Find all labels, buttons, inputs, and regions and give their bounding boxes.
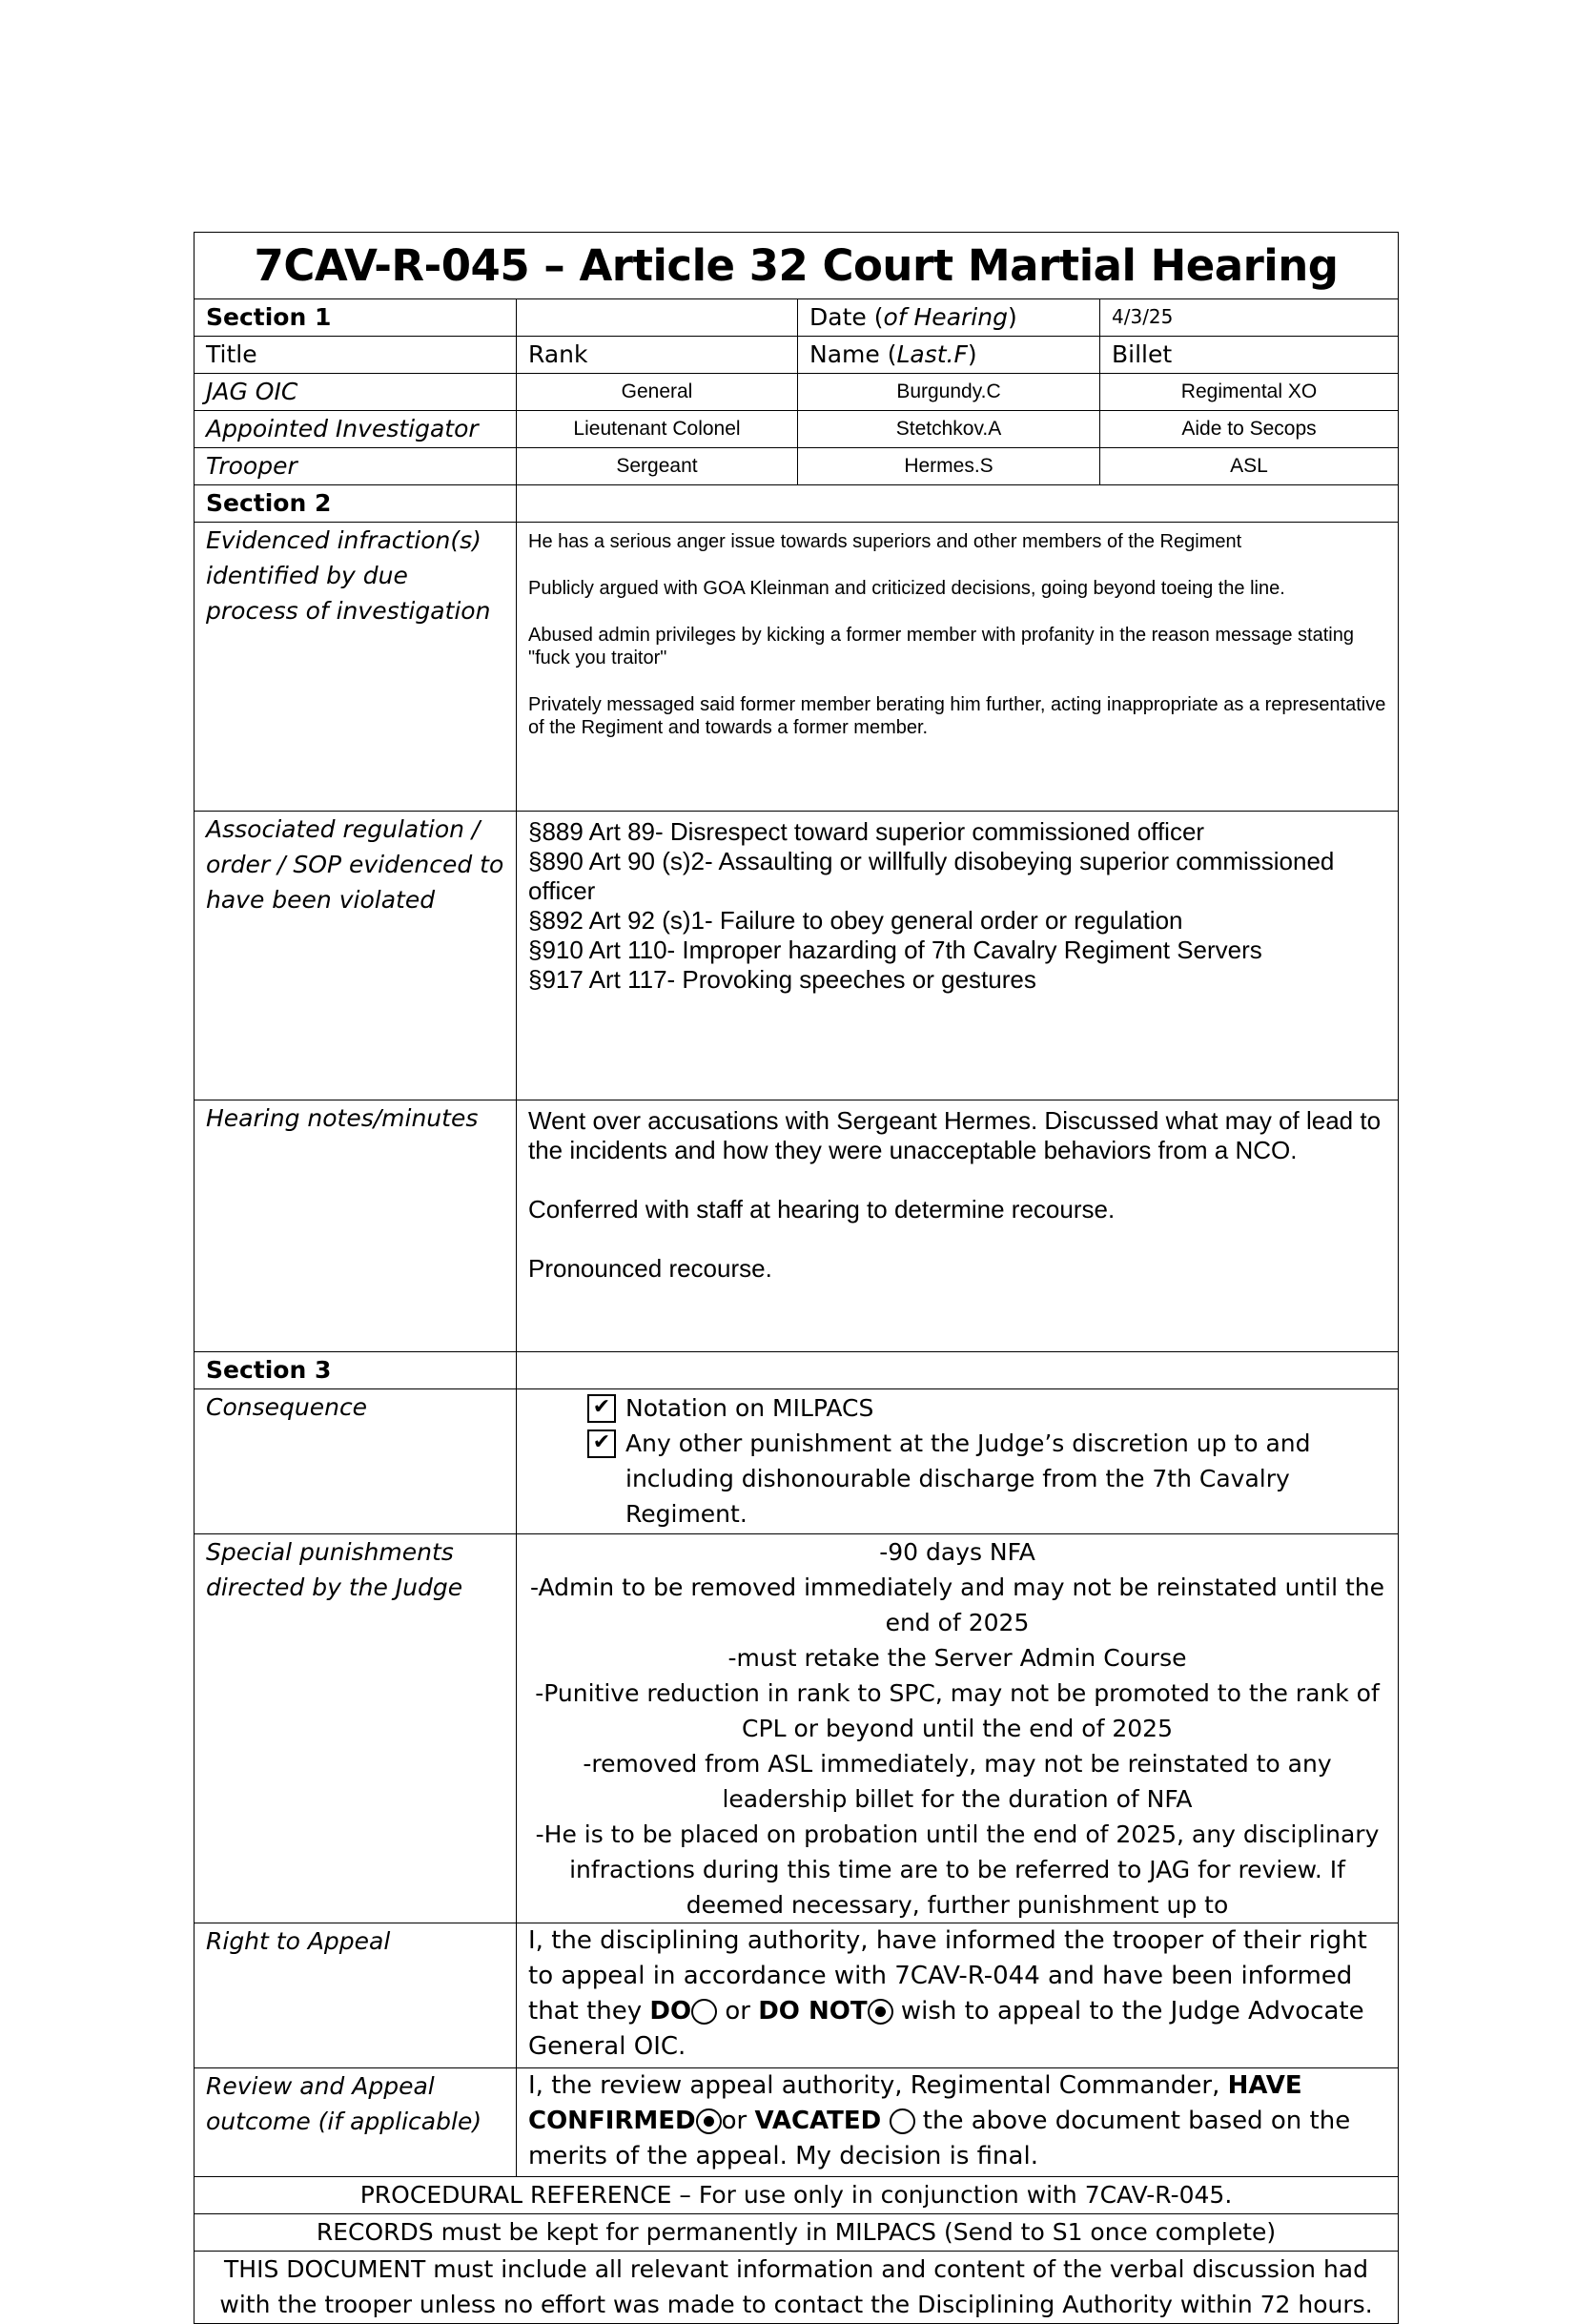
- infraction-item: Privately messaged said former member berating him further, acting inappropriate as a representative of the Regiment and towards a former member.: [528, 694, 1386, 738]
- section3-label: Section 3: [195, 1352, 517, 1389]
- review-statement: I, the review appeal authority, Regimental Commander, HAVE CONFIRMED or VACATED the above document based on the merits of the appeal. My decision is final.: [517, 2068, 1399, 2177]
- header-name: Name (Last.F): [798, 337, 1100, 374]
- header-billet: Billet: [1100, 337, 1399, 374]
- regulation-item: §892 Art 92 (s)1- Failure to obey general order or regulation: [528, 906, 1183, 935]
- row-name: Hermes.S: [798, 448, 1100, 485]
- document-title: 7CAV-R-045 – Article 32 Court Martial Hearing: [195, 233, 1399, 299]
- consequence-list: [517, 1389, 1399, 1534]
- row-rank: Sergeant: [517, 448, 798, 485]
- table-row: [195, 374, 1399, 411]
- consequence-item: ✔ Any other punishment at the Judge’s discretion up to and including dishonourable discharge from the 7th Cavalry Regiment.: [587, 1426, 1386, 1532]
- row-name: Burgundy.C: [798, 374, 1100, 411]
- document-requirement-note: THIS DOCUMENT must include all relevant information and content of the verbal discussion had with the trooper unless no effort was made to contact the Disciplining Authority within 72 hours.: [195, 2252, 1399, 2324]
- section2-label: Section 2: [195, 485, 517, 523]
- table-row: [195, 448, 1399, 485]
- hearing-date: 4/3/25: [1100, 299, 1399, 337]
- row-rank: Lieutenant Colonel: [517, 411, 798, 448]
- special-item: -Admin to be removed immediately and may not be reinstated until the end of 2025: [530, 1573, 1385, 1636]
- header-rank: Rank: [517, 337, 798, 374]
- section1-label: Section 1: [195, 299, 517, 337]
- regulations-list: [517, 812, 1399, 1100]
- infractions-list: [517, 523, 1399, 812]
- special-label: Special punishments directed by the Judge: [195, 1534, 517, 1923]
- row-billet: Regimental XO: [1100, 374, 1399, 411]
- radio-confirmed-selected-icon[interactable]: [696, 2108, 722, 2134]
- regulation-item: §917 Art 117- Provoking speeches or gestures: [528, 965, 1036, 994]
- checkbox-checked-icon[interactable]: ✔: [587, 1429, 616, 1458]
- table-row: [195, 411, 1399, 448]
- regulations-label: Associated regulation / order / SOP evidenced to have been violated: [195, 812, 517, 1100]
- special-punishments: [517, 1534, 1399, 1923]
- row-billet: Aide to Secops: [1100, 411, 1399, 448]
- row-billet: ASL: [1100, 448, 1399, 485]
- special-item: -Punitive reduction in rank to SPC, may not be promoted to the rank of CPL or beyond until the end of 2025: [535, 1679, 1380, 1742]
- special-item: -removed from ASL immediately, may not be reinstated to any leadership billet for the duration of NFA: [583, 1750, 1332, 1813]
- blank-cell: [517, 1352, 1399, 1389]
- infraction-item: He has a serious anger issue towards superiors and other members of the Regiment: [528, 531, 1242, 552]
- radio-vacated-icon[interactable]: [890, 2108, 915, 2134]
- row-title: JAG OIC: [195, 374, 517, 411]
- appeal-statement: I, the disciplining authority, have informed the trooper of their right to appeal in accordance with 7CAV-R-044 and have been informed that they DO or DO NOT wish to appeal to the Judge Advocate General OIC.: [517, 1923, 1399, 2068]
- row-title: Trooper: [195, 448, 517, 485]
- regulation-item: §890 Art 90 (s)2- Assaulting or willfully disobeying superior commissioned officer: [528, 847, 1335, 905]
- infractions-label: Evidenced infraction(s) identified by due process of investigation: [195, 523, 517, 812]
- regulation-item: §910 Art 110- Improper hazarding of 7th Cavalry Regiment Servers: [528, 936, 1262, 964]
- consequence-label: Consequence: [195, 1389, 517, 1534]
- radio-do-not-selected-icon[interactable]: [868, 1999, 893, 2025]
- special-item: -must retake the Server Admin Course: [727, 1644, 1187, 1672]
- notes-label: Hearing notes/minutes: [195, 1100, 517, 1352]
- special-item: -90 days NFA: [879, 1538, 1035, 1566]
- date-label: Date (of Hearing): [798, 299, 1100, 337]
- note-item: Pronounced recourse.: [528, 1254, 772, 1283]
- consequence-item: ✔ Notation on MILPACS: [587, 1390, 1386, 1426]
- appeal-label: Right to Appeal: [195, 1923, 517, 2068]
- header-title: Title: [195, 337, 517, 374]
- note-item: Conferred with staff at hearing to determine recourse.: [528, 1195, 1116, 1224]
- hearing-form: [194, 232, 1399, 2324]
- checkbox-checked-icon[interactable]: ✔: [587, 1394, 616, 1423]
- row-title: Appointed Investigator: [195, 411, 517, 448]
- procedural-reference: PROCEDURAL REFERENCE – For use only in conjunction with 7CAV-R-045.: [195, 2177, 1399, 2214]
- note-item: Went over accusations with Sergeant Hermes. Discussed what may of lead to the incidents and how they were unacceptable behaviors from a NCO.: [528, 1106, 1382, 1164]
- regulation-item: §889 Art 89- Disrespect toward superior commissioned officer: [528, 817, 1205, 846]
- review-label: Review and Appeal outcome (if applicable): [195, 2068, 517, 2177]
- radio-do-icon[interactable]: [691, 1999, 717, 2025]
- blank-cell: [517, 299, 798, 337]
- special-item: -He is to be placed on probation until the end of 2025, any disciplinary infractions during this time are to be referred to JAG for review. If deemed necessary, further punishment up to: [535, 1820, 1380, 1919]
- blank-cell: [517, 485, 1399, 523]
- row-name: Stetchkov.A: [798, 411, 1100, 448]
- hearing-notes: [517, 1100, 1399, 1352]
- infraction-item: Publicly argued with GOA Kleinman and criticized decisions, going beyond toeing the line.: [528, 578, 1285, 599]
- row-rank: General: [517, 374, 798, 411]
- infraction-item: Abused admin privileges by kicking a former member with profanity in the reason message stating "fuck you traitor": [528, 625, 1354, 668]
- records-note: RECORDS must be kept for permanently in MILPACS (Send to S1 once complete): [195, 2214, 1399, 2252]
